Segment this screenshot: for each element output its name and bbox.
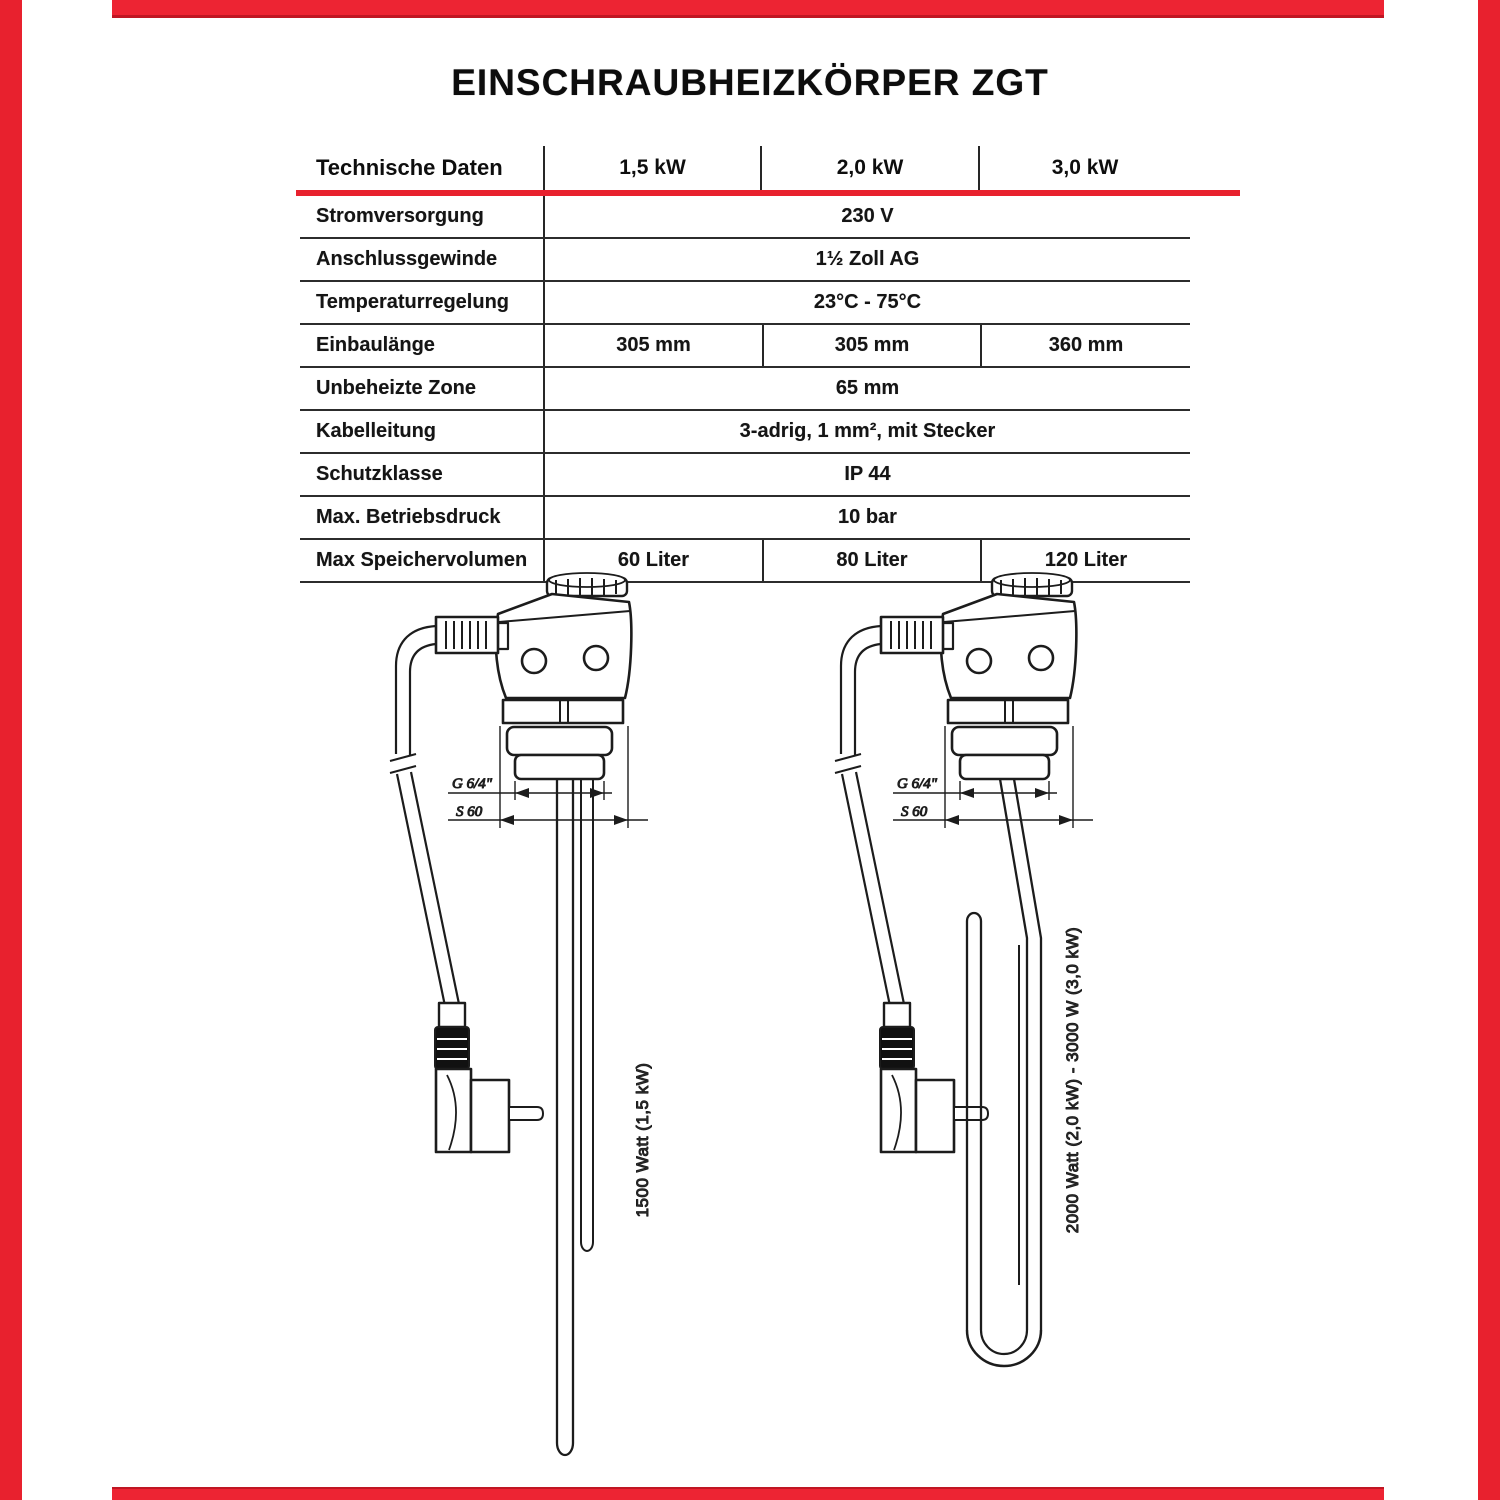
wrench-dim-label: S 60 — [901, 804, 928, 820]
row-label: Stromversorgung — [300, 196, 545, 237]
thread-dim-label: G 6/4" — [897, 776, 938, 792]
row-label: Max Speichervolumen — [300, 540, 545, 581]
column-header-1-5kw: 1,5 kW — [545, 146, 762, 190]
diagram-2-0-3-0kw — [835, 573, 1093, 1366]
table-header-label: Technische Daten — [300, 146, 545, 190]
row-label: Kabelleitung — [300, 411, 545, 452]
row-value-3-0kw: 120 Liter — [980, 540, 1190, 581]
row-value: 10 bar — [838, 506, 897, 528]
power-rating-label: 1500 Watt (1,5 kW) — [633, 1062, 652, 1218]
thread-dim-label: G 6/4" — [452, 776, 493, 792]
heating-rod-hairpin — [967, 779, 1041, 1366]
row-label: Anschlussgewinde — [300, 239, 545, 280]
row-label: Max. Betriebsdruck — [300, 497, 545, 538]
row-value: 65 mm — [835, 377, 900, 399]
row-label: Schutzklasse — [300, 454, 545, 495]
row-value-3-0kw: 360 mm — [980, 325, 1190, 366]
page-title: EINSCHRAUBHEIZKÖRPER ZGT — [451, 62, 1049, 103]
row-value: IP 44 — [844, 463, 891, 485]
row-label: Einbaulänge — [300, 325, 545, 366]
heating-rod-straight — [557, 779, 593, 1455]
column-header-3-0kw: 3,0 kW — [1051, 156, 1119, 179]
row-value: 3-adrig, 1 mm², mit Stecker — [739, 420, 996, 442]
wrench-dim-label: S 60 — [456, 804, 483, 820]
diagram-1-5kw — [390, 573, 652, 1455]
row-value: 23°C - 75°C — [813, 291, 922, 313]
row-value-2-0kw: 305 mm — [762, 325, 980, 366]
row-value: 1½ Zoll AG — [815, 248, 920, 270]
row-label: Unbeheizte Zone — [300, 368, 545, 409]
row-label: Temperaturregelung — [300, 282, 545, 323]
row-value-1-5kw: 305 mm — [616, 334, 691, 356]
power-rating-label: 2000 Watt (2,0 kW) - 3000 W (3,0 kW) — [1063, 926, 1082, 1234]
row-value: 230 V — [841, 205, 894, 227]
row-value-2-0kw: 80 Liter — [762, 540, 980, 581]
row-value-1-5kw: 60 Liter — [617, 549, 690, 571]
column-header-2-0kw: 2,0 kW — [762, 146, 980, 190]
